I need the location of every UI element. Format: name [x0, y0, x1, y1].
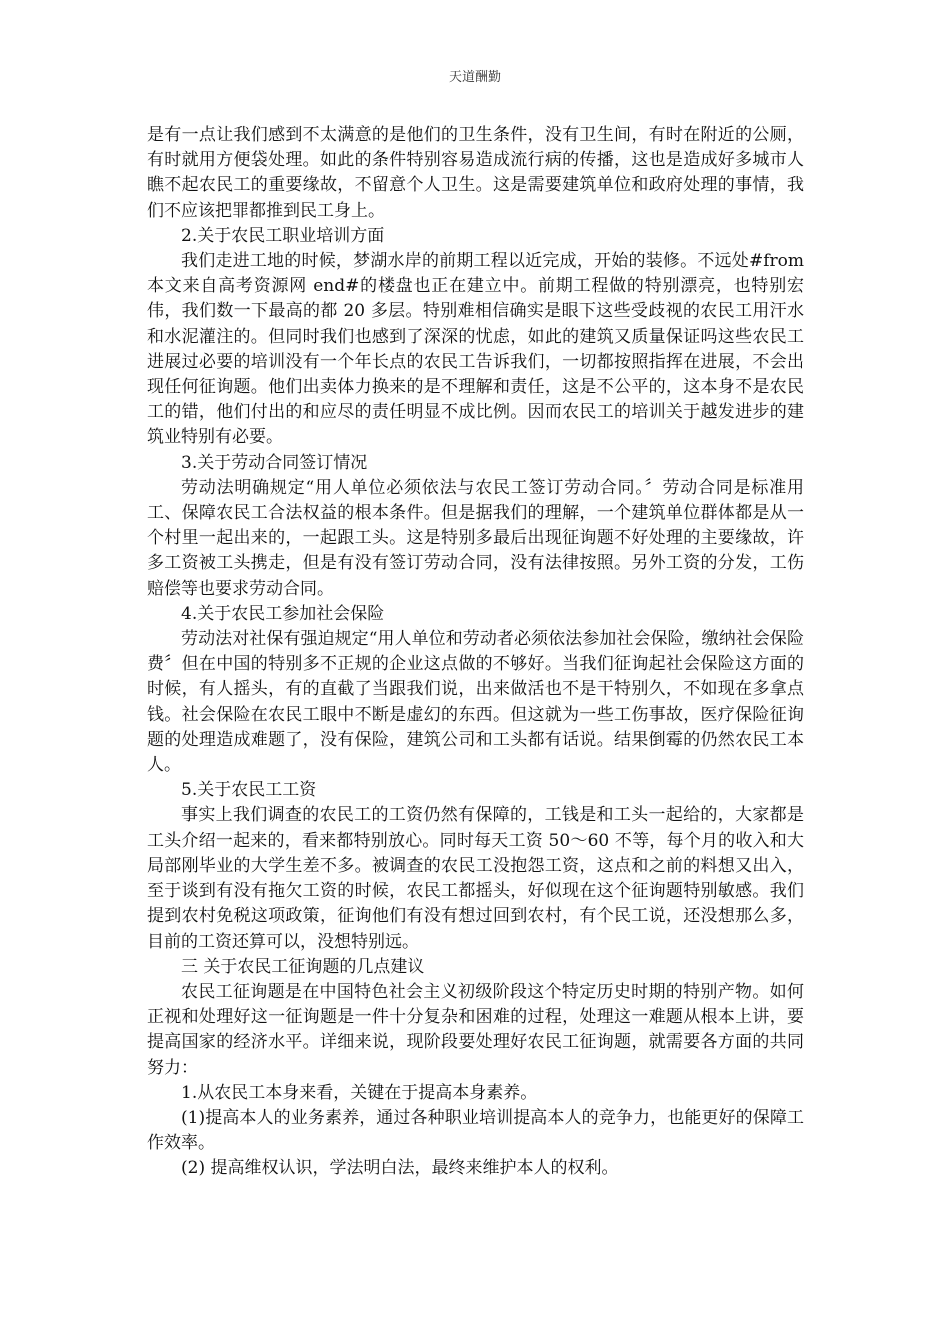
heading-self-improvement: 1.从农民工本身来看，关键在于提高本身素养。: [181, 1082, 538, 1103]
paragraph-wages: 事实上我们调查的农民工的工资仍然有保障的，工钱是和工头一起给的，大家都是工头介绍一起来的，看来都特别放心。同时每天工资 50～60 不等，每个月的收入和大局部刚毕业的大学生差不多。被调查的农民工没抱怨工资，这点和之前的料想又出入，至于谈到有没有拖欠工资的时候，农民工都摇头，好似现在这个征询题特别敏感。我们提到农村免税这项政策，征询他们有没有想过回到农村，有个民工说，还没想那么多，目前的工资还算可以，没想特别远。: [147, 805, 804, 952]
paragraph-suggestions: 农民工征询题是在中国特色社会主义初级阶段这个特定历史时期的特别产物。如何正视和处理好这一征询题是一件十分复杂和困难的过程，处理这一难题从根本上讲，要提高国家的经济水平。详细来说，现阶段要处理好农民工征询题，就需要各方面的共同努力：: [147, 981, 804, 1078]
page-header: 天道酬勤: [448, 70, 501, 85]
list-item-rights-awareness: (2) 提高维权认识，学法明白法，最终来维护本人的权利。: [181, 1158, 619, 1179]
paragraph-labor-contract: 劳动法明确规定“用人单位必须依法与农民工签订劳动合同。〞劳动合同是标准用工、保障农民工合法权益的根本条件。但是据我们的理解，一个建筑单位群体都是从一个村里一起出来的，一起跟工头。这是特别多最后出现征询题不好处理的主要缘故，许多工资被工头携走，但是有没有签订劳动合同，没有法律按照。另外工资的分发，工伤赔偿等也要求劳动合同。: [147, 477, 804, 599]
list-item-professional-skills: (1)提高本人的业务素养，通过各种职业培训提高本人的竞争力，也能更好的保障工作效率。: [147, 1107, 804, 1154]
document-body: [147, 123, 804, 1182]
heading-wages: 5.关于农民工工资: [181, 780, 317, 801]
heading-vocational-training: 2.关于农民工职业培训方面: [181, 225, 385, 246]
heading-suggestions: 三 关于农民工征询题的几点建议: [181, 956, 425, 977]
paragraph-vocational-training: 我们走进工地的时候，梦湖水岸的前期工程以近完成，开始的装修。不远处#from 本文来自高考资源网 end#的楼盘也正在建立中。前期工程做的特别漂亮，也特别宏伟，我们数一下最高的都 20 多层。特别难相信确实是眼下这些受歧视的农民工用汗水和水泥灌注的。但同时我们也感到了深深的忧虑，如此的建筑又质量保证吗这些农民工进展过必要的培训没有一个年长点的农民工告诉我们，一切都按照指挥在进展，不会出现任何征询题。他们出卖体力换来的是不理解和责任，这是不公平的，这本身不是农民工的错，他们付出的和应尽的责任明显不成比例。因而农民工的培训关于越发进步的建筑业特别有必要。: [147, 251, 804, 448]
heading-labor-contract: 3.关于劳动合同签订情况: [181, 452, 368, 473]
paragraph-hygiene: 是有一点让我们感到不太满意的是他们的卫生条件，没有卫生间，有时在附近的公厕，有时就用方便袋处理。如此的条件特别容易造成流行病的传播，这也是造成好多城市人瞧不起农民工的重要缘故，不留意个人卫生。这是需要建筑单位和政府处理的事情，我们不应该把罪都推到民工身上。: [147, 125, 804, 221]
heading-social-insurance: 4.关于农民工参加社会保险: [181, 603, 385, 624]
paragraph-social-insurance: 劳动法对社保有强迫规定“用人单位和劳动者必须依法参加社会保险，缴纳社会保险费〞但在中国的特别多不正规的企业这点做的不够好。当我们征询起社会保险这方面的时候，有人摇头，有的直截了当跟我们说，出来做活也不是干特别久，不如现在多拿点钱。社会保险在农民工眼中不断是虚幻的东西。但这就为一些工伤事故，医疗保险征询题的处理造成难题了，没有保险，建筑公司和工头都有话说。结果倒霉的仍然农民工本人。: [147, 629, 804, 776]
